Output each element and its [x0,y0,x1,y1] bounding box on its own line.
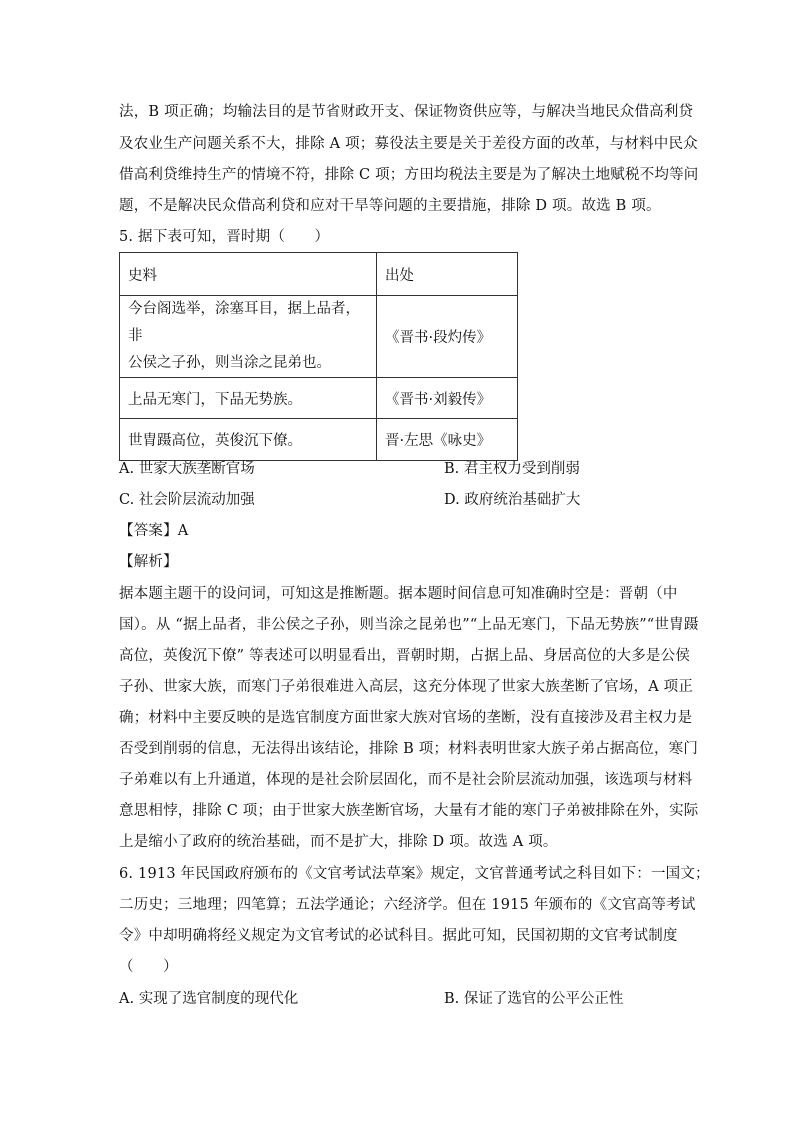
table-cell-source: 《晋书·段灼传》 [377,296,518,378]
analysis-line: 确；材料中主要反映的是选官制度方面世家大族对官场的垄断，没有直接涉及君主权力是 [119,710,693,726]
option-d: D. 政府统治基础扩大 [444,492,581,508]
table-row [120,378,518,419]
question-6-stem-line: 二历史；三地理；四笔算；五法学通论；六经济学。但在 1915 年颁布的《文官高等考试 [119,897,696,913]
question-6-stem-line: 6. 1913 年民国政府颁布的《文官考试法草案》规定，文官普通考试之科目如下：一国文； [119,866,710,882]
analysis-line: 否受到削弱的信息，无法得出该结论，排除 B 项；材料表明世家大族子弟占据高位，寒门 [119,741,699,757]
analysis-line: 高位，英俊沉下僚” 等表述可以明显看出，晋朝时期，占据上品、身居高位的大多是公侯 [119,648,691,664]
analysis-line: 子孙、世家大族，而寒门子弟很难进入高层，这充分体现了世家大族垄断了官场，A 项正 [119,679,694,695]
option-b: B. 君主权力受到削弱 [444,461,580,477]
question-6-stem-line: 令》中却明确将经义规定为文官考试的必试科目。据此可知，民国初期的文官考试制度 [119,928,678,944]
table-cell-text: 上品无寒门，下品无势族。 [120,378,377,419]
analysis-line: 子弟难以有上升通道，体现的是社会阶层固化，而不是社会阶层流动加强，该选项与材料 [119,772,693,788]
table-header-source-text: 史料 [120,253,377,296]
table-row [120,419,518,461]
analysis-line: 国）。从 “据上品者，非公侯之子孙，则当涂之昆弟也”“上品无寒门，下品无势族”“世胄蹑 [119,617,699,633]
table-header-origin: 出处 [377,253,518,296]
option-a: A. 世家大族垄断官场 [119,461,255,477]
cell-line: 今台阁选举，涂塞耳目，据上品者，非 [128,301,360,344]
question-6-stem-line: （ ） [119,959,178,975]
analysis-line: 意思相悖，排除 C 项；由于世家大族垄断官场，大量有才能的寒门子弟被排除在外，实际 [119,803,699,819]
analysis-line: 上是缩小了政府的统治基础，而不是扩大，排除 D 项。故选 A 项。 [119,834,558,850]
table-cell-text: 世胄蹑高位，英俊沉下僚。 [120,419,377,461]
table-row [120,296,518,378]
analysis-line: 据本题主题干的设问词，可知这是推断题。据本题时间信息可知准确时空是：晋朝（中 [119,586,678,602]
question-5-stem: 5. 据下表可知，晋时期（ ） [119,229,330,245]
table-cell-text [120,296,377,378]
option-a: A. 实现了选官制度的现代化 [119,991,299,1007]
prev-explanation-line: 法，B 项正确；均输法目的是节省财政开支、保证物资供应等，与解决当地民众借高利贷 [119,104,694,120]
cell-line: 公侯之子孙，则当涂之昆弟也。 [128,355,331,371]
table-cell-source: 《晋书·刘毅传》 [377,378,518,419]
prev-explanation-line: 借高利贷维持生产的情境不符，排除 C 项；方田均税法主要是为了解决土地赋税不均等问 [119,167,699,183]
prev-explanation-line: 题，不是解决民众借高利贷和应对干旱等问题的主要措施，排除 D 项。故选 B 项。 [119,198,661,214]
analysis-label: 【解析】 [119,554,178,570]
answer-label: 【答案】A [119,523,189,539]
table-header-row [120,253,518,296]
option-b: B. 保证了选官的公平公正性 [444,991,624,1007]
table-cell-source: 晋·左思《咏史》 [377,419,518,461]
prev-explanation-line: 及农业生产问题关系不大，排除 A 项；募役法主要是关于差役方面的改革，与材料中民众 [119,136,698,152]
option-c: C. 社会阶层流动加强 [119,492,255,508]
source-table [119,252,518,461]
